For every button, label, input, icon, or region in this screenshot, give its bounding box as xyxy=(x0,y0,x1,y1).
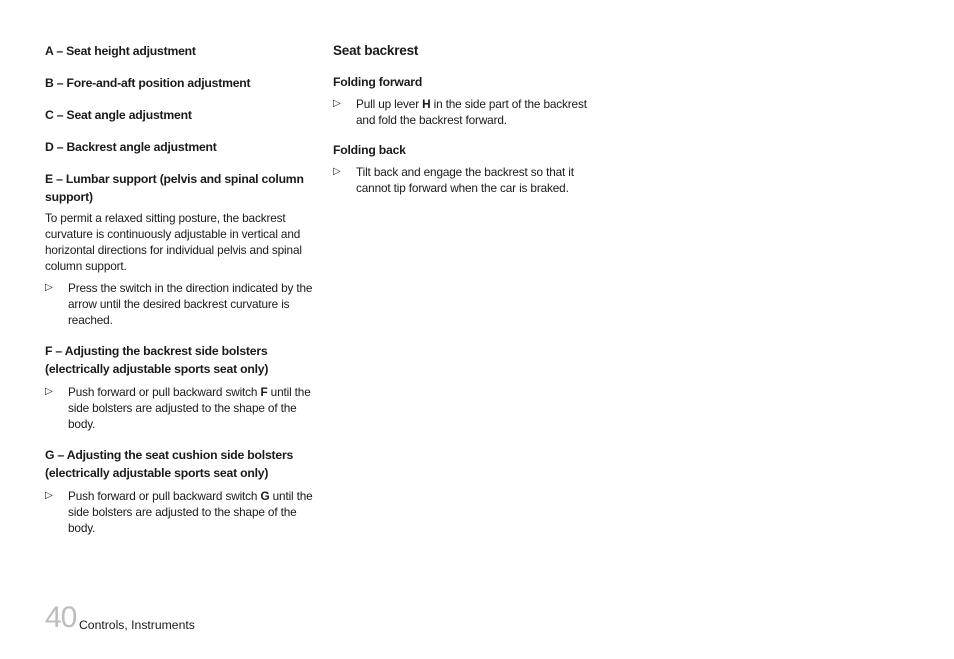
heading-seat-height: A – Seat height adjustment xyxy=(45,44,196,58)
footer-section-name: Controls, Instruments xyxy=(79,618,195,632)
step-marker-icon: ▷ xyxy=(45,282,53,293)
step-marker-icon: ▷ xyxy=(333,166,341,177)
page-number: 40 xyxy=(45,601,77,634)
step-marker-icon: ▷ xyxy=(333,98,341,109)
seat-backrest-title: Seat backrest xyxy=(333,43,419,58)
folding-back-step xyxy=(333,164,603,196)
cushion-bolsters-step xyxy=(45,488,315,536)
lever-h-key: H xyxy=(422,97,431,111)
heading-backrest-angle: D – Backrest angle adjustment xyxy=(45,140,217,154)
folding-forward-step xyxy=(333,96,603,128)
folding-forward-step-text-post: in the side part of the backrest and fold the backrest forward. xyxy=(356,97,587,127)
cushion-bolsters-step-text-post: until the side bolsters are adjusted to the shape of the body. xyxy=(68,489,313,535)
folding-forward-step-text-pre: Pull up lever xyxy=(356,97,423,111)
folding-back-step-text: Tilt back and engage the backrest so that it cannot tip forward when the car is braked. xyxy=(356,165,574,195)
heading-backrest-side-bolsters: F – Adjusting the backrest side bolsters (electrically adjustable sports seat only) xyxy=(45,344,269,376)
step-marker-icon: ▷ xyxy=(45,386,53,397)
heading-lumbar-support: E – Lumbar support (pelvis and spinal column support) xyxy=(45,172,304,204)
step-marker-icon: ▷ xyxy=(45,490,53,501)
switch-f-key: F xyxy=(260,385,268,399)
heading-seat-cushion-side-bolsters: G – Adjusting the seat cushion side bolsters (electrically adjustable sports seat only) xyxy=(45,448,294,480)
folding-back-heading: Folding back xyxy=(333,143,406,157)
switch-g-key: G xyxy=(260,489,270,503)
heading-seat-angle: C – Seat angle adjustment xyxy=(45,108,192,122)
lumbar-description: To permit a relaxed sitting posture, the backrest curvature is continuously adjustable in vertical and horizontal directions for individual pelvis and spinal column support. xyxy=(45,211,302,273)
left-column xyxy=(45,42,315,536)
backrest-bolsters-step-text-pre: Push forward or pull backward switch xyxy=(68,385,261,399)
cushion-bolsters-step-text-pre: Push forward or pull backward switch xyxy=(68,489,261,503)
right-column xyxy=(333,42,603,196)
backrest-bolsters-step xyxy=(45,384,315,432)
backrest-bolsters-step-text-post: until the side bolsters are adjusted to the shape of the body. xyxy=(68,385,311,431)
folding-forward-heading: Folding forward xyxy=(333,75,423,89)
heading-fore-aft: B – Fore-and-aft position adjustment xyxy=(45,76,251,90)
lumbar-step xyxy=(45,280,315,328)
lumbar-step-text: Press the switch in the direction indicated by the arrow until the desired backrest curvature is reached. xyxy=(68,281,313,327)
